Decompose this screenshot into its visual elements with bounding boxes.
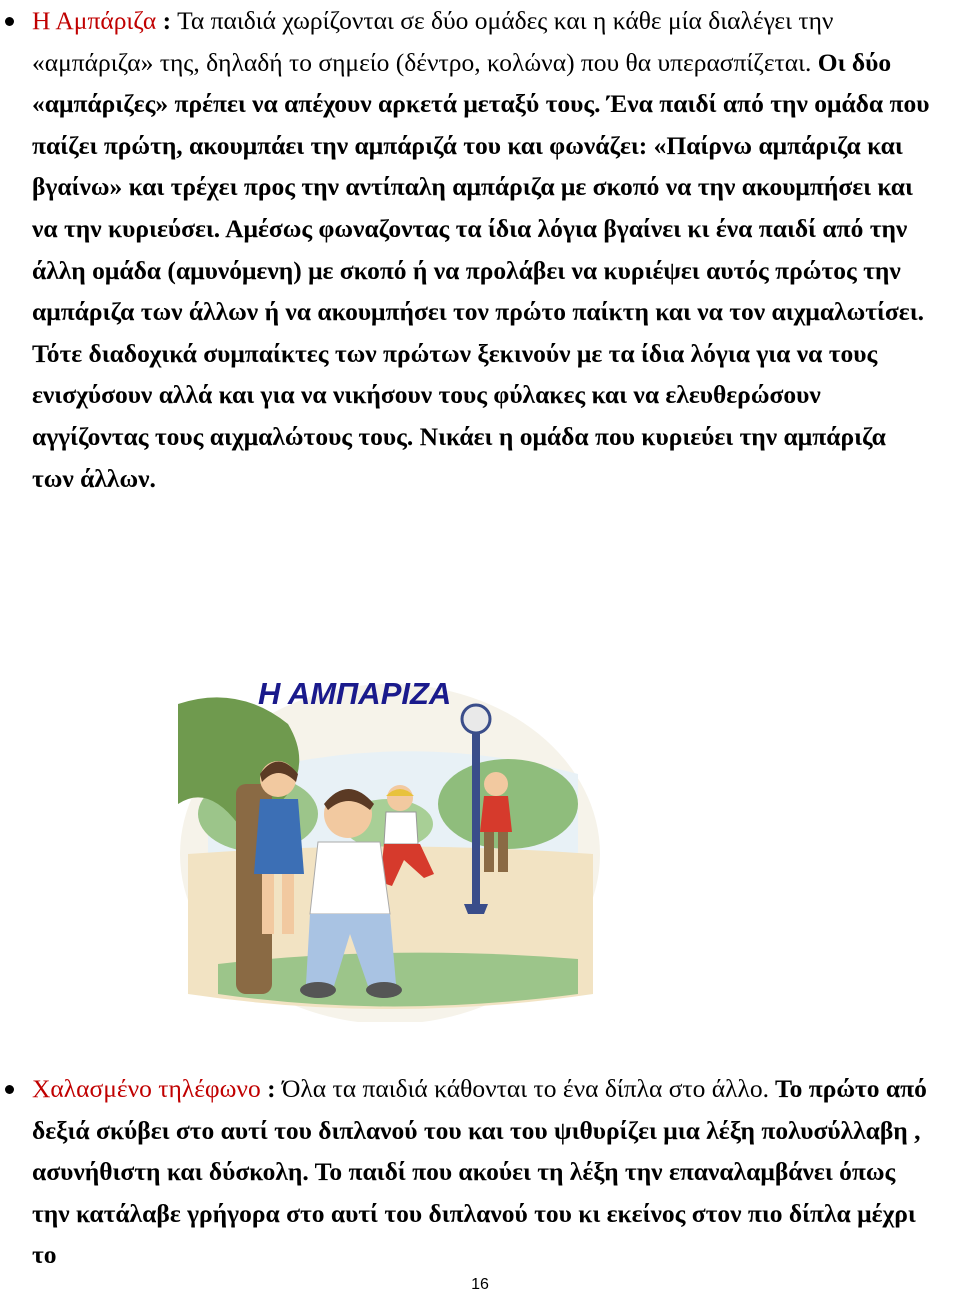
term-amparitza: Η Αμπάριζα bbox=[32, 6, 157, 35]
figure-caption: Η ΑΜΠΑΡΙΖΑ bbox=[258, 676, 452, 711]
bullet-item-amparitza bbox=[32, 0, 932, 499]
description-bold: Το πρώτο από δεξιά σκύβει στο αυτί του διπλανού του και του ψιθυρίζει μια λέξη πολυσύλλαβη , ασυνήθιστη και δύσκολη. Το παιδί που ακούει τη λέξη την επαναλαμβάνει όπως την κατάλαβε γρήγορα στο αυτί του διπλανού του κι εκείνος στον πιο δίπλα μέχρι το bbox=[32, 1074, 927, 1270]
bullet-icon bbox=[5, 1085, 14, 1094]
description-regular: Όλα τα παιδιά κάθονται το ένα δίπλα στο άλλο. bbox=[275, 1074, 770, 1103]
description-bold: Οι δύο «αμπάριζες» πρέπει να απέχουν αρκετά μεταξύ τους. Ένα παιδί από την ομάδα που παίζει πρώτη, ακουμπάει την αμπάριζά του και φωνάζει: «Παίρνω αμπάριζα και βγαίνω» και τρέχει προς την αντίπαλη αμπάριζα με σκοπό να την ακουμπήσει και να την κυριεύσει. Αμέσως φωναζοντας τα ίδια λόγια βγαίνει κι ένα παιδί από την άλλη ομάδα (αμυνόμενη) με σκοπό ή να προλάβει να κυριέψει αυτός πρώτος την αμπάριζα των άλλων ή να ακουμπήσει τον πρώτο παίκτη και να τον αιχμαλωτίσει. Τότε διαδοχικά συμπαίκτες των πρώτων ξεκινούν με τα ίδια λόγια για να τους ενισχύσουν αλλά και για να νικήσουν τους φύλακες και να ελευθερώσουν αγγίζοντας τους αιχμαλώτους τους. Νικάει η ομάδα που κυριεύει την αμπάριζα των άλλων. bbox=[32, 47, 930, 493]
illustration-amparitza bbox=[178, 664, 603, 1022]
bullet-icon bbox=[5, 17, 14, 26]
separator: : bbox=[156, 6, 172, 35]
page-number: 16 bbox=[471, 1276, 489, 1293]
separator: : bbox=[260, 1074, 276, 1103]
description-regular: Τα παιδιά χωρίζονται σε δύο ομάδες και η κάθε μία διαλέγει την «αμπάριζα» της, δηλαδή το σημείο (δέντρο, κολώνα) που θα υπερασπίζεται. bbox=[32, 6, 834, 77]
bullet-item-broken-telephone bbox=[32, 1068, 932, 1276]
term-broken-telephone: Χαλασμένο τηλέφωνο bbox=[32, 1074, 261, 1103]
